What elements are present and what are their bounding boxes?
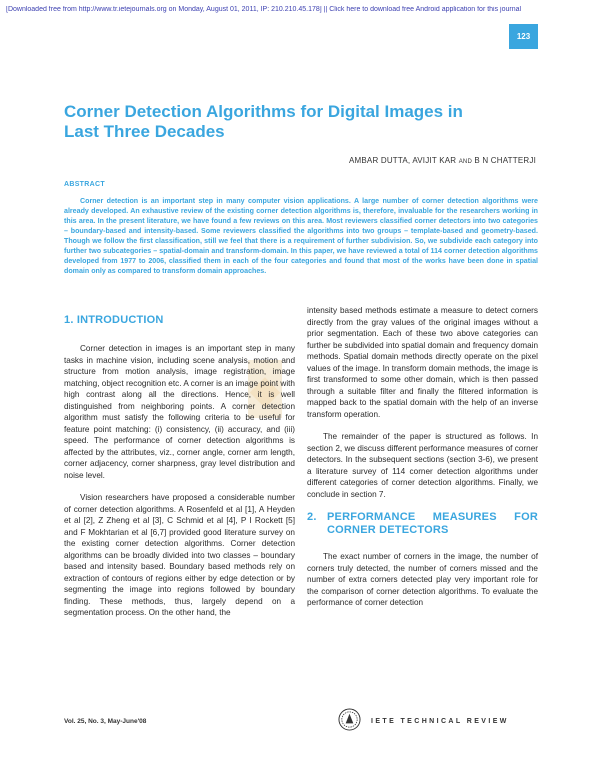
iete-logo-icon bbox=[338, 708, 361, 731]
section2-title: PERFORMANCE MEASURES FOR CORNER DETECTORS bbox=[327, 511, 538, 536]
section1-paragraph-2: Vision researchers have proposed a considerable number of corner detection algorithms. A Rosenfeld et al [1], A Heyden et al [2], Z Zheng et al [3], C Schmid et al [4], P I Rockett [5] and F Mokhtarian et al [6,7] provided good literature survey on the existing corner detection algorithms. Corner detection algorithms can be broadly divided into two classes – boundary based and intensity based. Boundary based methods rely on extraction of contours of regions either by edge detection or by segmenting the image into regions followed by boundary finding. These methods, thus, largely depend on a segmentation process. On the other hand, the bbox=[64, 493, 295, 617]
authors-part2: B N CHATTERJI bbox=[474, 156, 536, 165]
right-column bbox=[307, 305, 538, 620]
abstract-text: Corner detection is an important step in many computer vision applications. A large number of corner detection algorithms were already developed. An exhaustive review of the existing corner detection algorithms is, therefore, invaluable for the researchers working in this area. In the present literature, we have found a few reviews on this area. Most reviewers classified corner detectors into two categories – boundary-based and intensity-based. Some reviewers classified the algorithms into two groups – template-based and geometry-based. Though we follow the first classification, still we feel that there is a requirement of further subdivision. So, we subdivide each category into further two subcategories – spatial-domain and transform-domain. In this paper, we have reviewed a total of 114 corner detection algorithms developed from 1977 to 2006, classified them in each of the four categories and found that most of the works have been done in spatial domain only as compared to transform domain approaches. bbox=[64, 197, 538, 275]
download-note[interactable]: [Downloaded free from http://www.tr.ietejournals.org on Monday, August 01, 2011, IP: 210.210.45.178] || Click here to download free Android application for this journal bbox=[6, 6, 522, 13]
section1-paragraph-3: intensity based methods estimate a measure to detect corners directly from the gray values of the original images without a prior segmentation. Each of these two above categories can further be subdivided into spatial domain and frequency domain methods. Spatial domain methods directly operate on the pixel values of the image. In transform domain methods, the image is first transformed to some other domain, which is then passed through a suitable filter and finally the filtered information is mapped back to the spatial domain with the help of an inverse transform operation. bbox=[307, 306, 538, 419]
authors bbox=[349, 156, 536, 165]
paper-title: Corner Detection Algorithms for Digital Images in Last Three Decades bbox=[64, 102, 463, 141]
page-number: 123 bbox=[509, 24, 538, 49]
section1-paragraph-4: The remainder of the paper is structured as follows. In section 2, we discuss different performance measures of corner detectors. In the subsequent sections (section 3-6), we present a literature survey of 114 corner detection algorithms under different categories of corner detection algorithms. Finally, we conclude in section 7. bbox=[307, 432, 538, 499]
section1-heading: 1. INTRODUCTION bbox=[64, 314, 164, 326]
abstract-heading: ABSTRACT bbox=[64, 181, 105, 188]
footer-volume: Vol. 25, No. 3, May-June'08 bbox=[64, 718, 147, 725]
section2-number: 2. bbox=[307, 511, 317, 523]
watermark-icon: ◆ bbox=[248, 360, 282, 418]
authors-and: AND bbox=[458, 159, 472, 165]
footer-journal: IETE TECHNICAL REVIEW bbox=[371, 718, 509, 725]
left-column bbox=[64, 314, 295, 630]
section1-paragraph-1: Corner detection in images is an important step in many tasks in machine vision, including scene analysis, motion and structure from motion analysis, image registration, image matching, object recognition etc. A corner is an image point with high contrast along all the directions. Hence, it is well distinguished from neighboring points. A corner detection algorithm must satisfy the following criteria to be useful for feature point matching: (i) consistency, (ii) accuracy, and (iii) speed. The performance of corner detection algorithms is affected by the attributes, viz., corner angle, corner arm length, corner adjacency, corner sharpness, gray level distribution and noise level. bbox=[64, 344, 295, 480]
authors-part1: AMBAR DUTTA, AVIJIT KAR bbox=[348, 156, 457, 165]
section2-heading bbox=[307, 511, 538, 537]
section2-paragraph-1: The exact number of corners in the image, the number of corners truly detected, the number of corners missed and the number of extra corners detected play very important role for the comparison of corner detection algorithms. To evaluate the performance of corner detection bbox=[307, 552, 538, 607]
